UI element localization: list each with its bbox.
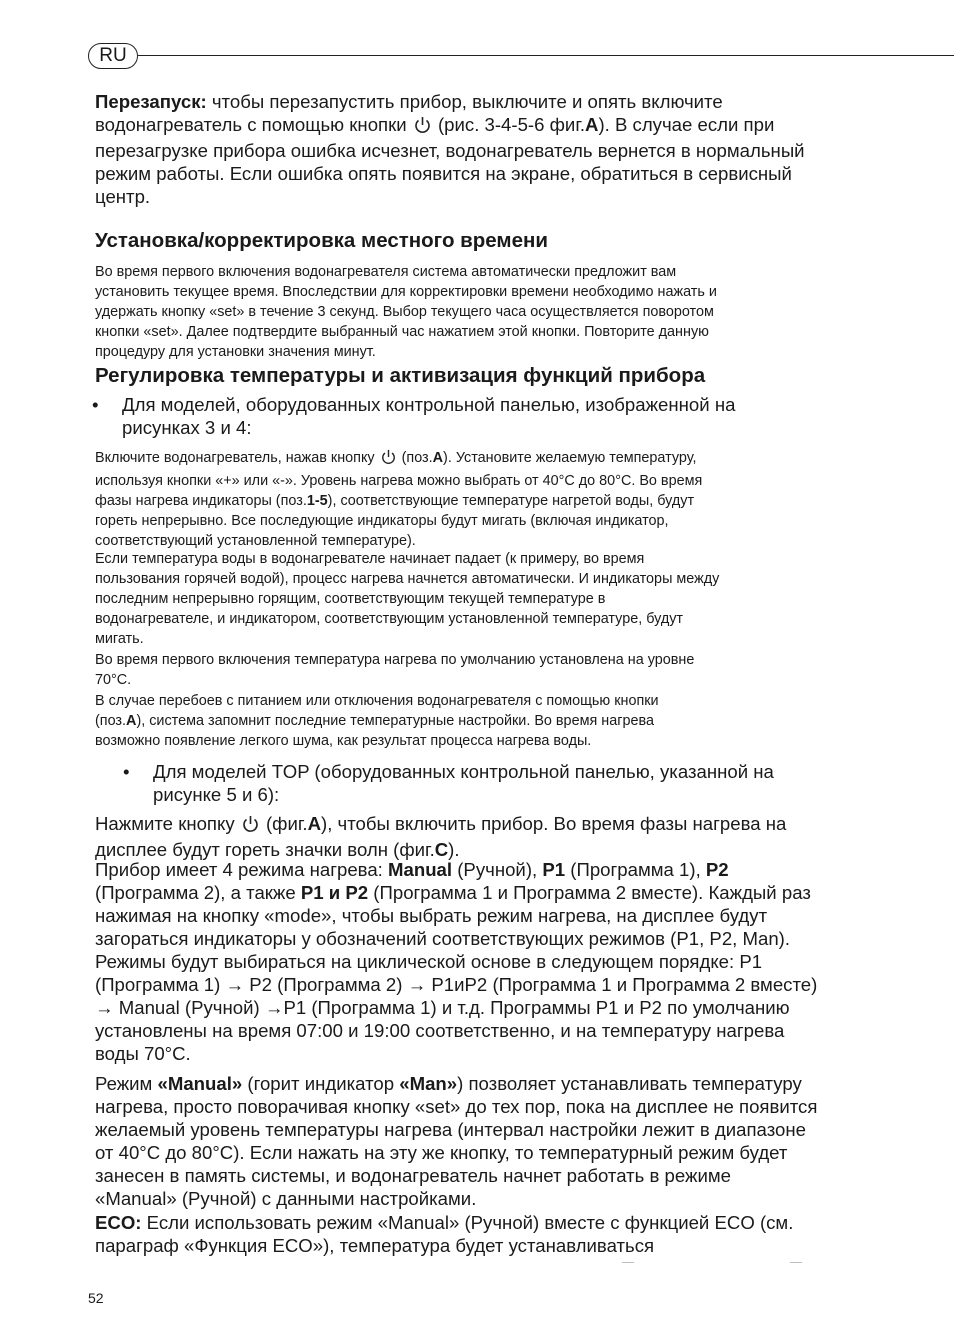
page-number: 52 xyxy=(88,1290,104,1306)
power-icon xyxy=(242,815,259,838)
arrow-icon: → xyxy=(264,997,284,1018)
top-paragraph-3 xyxy=(95,1072,885,1210)
temp-p1-line: гореть непрерывно. Все последующие индикаторы будут мигать (включая индикатор, xyxy=(95,513,669,529)
temp-p1-indicators: 1-5 xyxy=(306,493,328,509)
temp-p1-text: ), соответствующие температуре нагретой воды, будут xyxy=(327,493,695,509)
restart-text-4: ). В случае если при xyxy=(598,114,775,135)
restart-text-1: чтобы перезапустить прибор, выключите и опять включите xyxy=(206,91,723,112)
eco-label: ECO: xyxy=(95,1212,142,1233)
top-p2-line: загораться индикаторы у обозначений соответствующих режимов (P1, P2, Man). xyxy=(95,928,791,949)
temp-p3-line: Во время первого включения температура нагрева по умолчанию установлена на уровне xyxy=(95,652,695,668)
bullet-line: Для моделей TOP (оборудованных контрольной панелью, указанной на xyxy=(153,761,774,782)
top-p2-line: нажимая на кнопку «mode», чтобы выбрать режим нагрева, на дисплее будут xyxy=(95,905,768,926)
restart-line-4: режим работы. Если ошибка опять появится на экране, обратиться в сервисный xyxy=(95,163,792,184)
top-p3-line: желаемый уровень температуры нагрева (интервал настройки лежит в диапазоне xyxy=(95,1119,806,1140)
mode-p1: P1 xyxy=(542,859,566,880)
bullet-line: Для моделей, оборудованных контрольной панелью, изображенной на xyxy=(122,394,736,415)
temp-p4-line: возможно появление легкого шума, как результат процесса нагрева воды. xyxy=(95,733,592,749)
restart-fig-a: A xyxy=(585,114,599,135)
top-p2-text: P1иP2 (Программа 1 и Программа 2 вместе) xyxy=(426,974,818,995)
top-p3-line: занесен в память системы, и водонагреватель начнет работать в режиме xyxy=(95,1165,731,1186)
top-p2-text: (Ручной), xyxy=(452,859,543,880)
restart-line-5: центр. xyxy=(95,186,151,207)
restart-label: Перезапуск: xyxy=(95,91,207,112)
top-p3-line: нагрева, просто поворачивая кнопку «set» до тех пор, пока на дисплее не появится xyxy=(95,1096,818,1117)
top-p2-text: P2 (Программа 2) xyxy=(244,974,408,995)
top-p2-text: Manual (Ручной) xyxy=(113,997,265,1018)
scan-mark xyxy=(790,1262,802,1263)
temp-p4-text: (поз. xyxy=(95,713,127,729)
time-line: Во время первого включения водонагревателя система автоматически предложит вам xyxy=(95,264,677,280)
top-p1-fig-a: A xyxy=(307,813,321,834)
temp-p4-line: В случае перебоев с питанием или отключения водонагревателя с помощью кнопки xyxy=(95,693,659,709)
bullet-dot: • xyxy=(123,761,130,782)
top-paragraph-2 xyxy=(95,858,885,1065)
temp-p2-line: Если температура воды в водонагревателе начинает падает (к примеру, во время xyxy=(95,551,645,567)
temp-p1-line: соответствующий установленной температуре). xyxy=(95,533,416,549)
mode-manual: Manual xyxy=(388,859,453,880)
top-p1-text: ). xyxy=(448,839,460,860)
temp-p1-text: фазы нагрева индикаторы (поз. xyxy=(95,493,307,509)
temp-p1-pos-a: A xyxy=(432,450,444,466)
top-p2-line: воды 70°С. xyxy=(95,1043,191,1064)
time-section-paragraph xyxy=(95,262,861,362)
bullet-dot: • xyxy=(92,394,99,415)
restart-paragraph xyxy=(95,90,885,208)
top-p1-text: Нажмите кнопку xyxy=(95,813,235,834)
temp-p1-line: используя кнопки «+» или «-». Уровень нагрева можно выбрать от 40°С до 80°С. Во время xyxy=(95,473,703,489)
temp-section-heading: Регулировка температуры и активизация функций прибора xyxy=(95,364,706,387)
language-badge: RU xyxy=(88,43,138,69)
restart-line-3: перезагрузке прибора ошибка исчезнет, водонагреватель вернется в нормальный xyxy=(95,140,805,161)
header-rule xyxy=(138,55,954,56)
temp-p4-pos-a: A xyxy=(126,713,137,729)
power-icon xyxy=(414,116,431,139)
top-p1-fig-c: C xyxy=(434,839,449,860)
arrow-icon: → xyxy=(95,997,114,1018)
time-section-heading: Установка/корректировка местного времени xyxy=(95,229,548,252)
arrow-icon: → xyxy=(407,974,427,995)
temp-paragraph-4 xyxy=(95,691,861,751)
top-p3-text: ) позволяет устанавливать температуру xyxy=(457,1073,802,1094)
eco-text: Если использовать режим «Manual» (Ручной) вместе с функцией ECO (см. xyxy=(141,1212,794,1233)
time-line: установить текущее время. Впоследствии для корректировки времени необходимо нажать и xyxy=(95,284,717,300)
top-p3-line: «Manual» (Ручной) с данными настройками. xyxy=(95,1188,477,1209)
top-p3-line: от 40°С до 80°С). Если нажать на эту же кнопку, то температурный режим будет xyxy=(95,1142,788,1163)
temp-p1-text: Включите водонагреватель, нажав кнопку xyxy=(95,450,375,466)
eco-line: параграф «Функция ECO»), температура будет устанавливаться xyxy=(95,1235,655,1256)
indicator-man-label: «Man» xyxy=(399,1073,458,1094)
temp-p2-line: мигать. xyxy=(95,631,144,647)
top-p2-text: (Программа 1 и Программа 2 вместе). Каждый раз xyxy=(368,882,811,903)
temp-paragraph-3 xyxy=(95,650,861,690)
temp-p4-text: ), система запомнит последние температурные настройки. Во время нагрева xyxy=(136,713,654,729)
top-p2-text: (Программа 1) xyxy=(95,974,226,995)
time-line: процедуру для установки значения минут. xyxy=(95,344,376,360)
bullet-models-top xyxy=(123,760,863,806)
temp-paragraph-1 xyxy=(95,448,861,551)
top-p2-line: Режимы будут выбираться на циклической основе в следующем порядке: P1 xyxy=(95,951,763,972)
temp-p2-line: пользования горячей водой), процесс нагрева начнется автоматически. И индикаторы между xyxy=(95,571,720,587)
temp-paragraph-2 xyxy=(95,549,861,649)
mode-manual-label: «Manual» xyxy=(157,1073,243,1094)
top-p2-text: (Программа 1), xyxy=(565,859,706,880)
bullet-line: рисунке 5 и 6): xyxy=(153,784,280,805)
temp-p3-line: 70°С. xyxy=(95,672,132,688)
top-p2-text: P1 (Программа 1) и т.д. Программы P1 и P2 по умолчанию xyxy=(283,997,790,1018)
temp-p1-text: (поз. xyxy=(397,450,433,466)
mode-p1-p2: P1 и P2 xyxy=(300,882,369,903)
top-p2-line: установлены на время 07:00 и 19:00 соответственно, и на температуру нагрева xyxy=(95,1020,785,1041)
arrow-icon: → xyxy=(225,974,245,995)
temp-p1-text: ). Установите желаемую температуру, xyxy=(443,450,697,466)
temp-p2-line: водонагревателе, и индикатором, соответствующим установленной температуре, будут xyxy=(95,611,684,627)
time-line: кнопки «set». Далее подтвердите выбранный час нажатием этой кнопки. Повторите данную xyxy=(95,324,709,340)
top-p2-text: (Программа 2), а также xyxy=(95,882,301,903)
top-paragraph-1 xyxy=(95,812,885,861)
top-p3-text: Режим xyxy=(95,1073,158,1094)
bullet-line: рисунках 3 и 4: xyxy=(122,417,252,438)
bullet-models-3-4 xyxy=(92,393,862,439)
temp-p2-line: последним непрерывно горящим, соответствующим текущей температуре в xyxy=(95,591,606,607)
power-icon xyxy=(381,449,396,471)
top-paragraph-eco xyxy=(95,1211,885,1257)
restart-text-2: водонагреватель с помощью кнопки xyxy=(95,114,407,135)
mode-p2: P2 xyxy=(705,859,729,880)
top-p2-text: Прибор имеет 4 режима нагрева: xyxy=(95,859,389,880)
top-p3-text: (горит индикатор xyxy=(242,1073,400,1094)
top-p1-text: ), чтобы включить прибор. Во время фазы нагрева на xyxy=(321,813,787,834)
top-p1-text: (фиг. xyxy=(260,813,308,834)
scan-mark xyxy=(622,1262,634,1263)
top-p1-text: дисплее будут гореть значки волн (фиг. xyxy=(95,839,435,860)
time-line: удержать кнопку «set» в течение 3 секунд. Выбор текущего часа осуществляется поворотом xyxy=(95,304,714,320)
restart-text-3: (рис. 3-4-5-6 фиг. xyxy=(432,114,585,135)
